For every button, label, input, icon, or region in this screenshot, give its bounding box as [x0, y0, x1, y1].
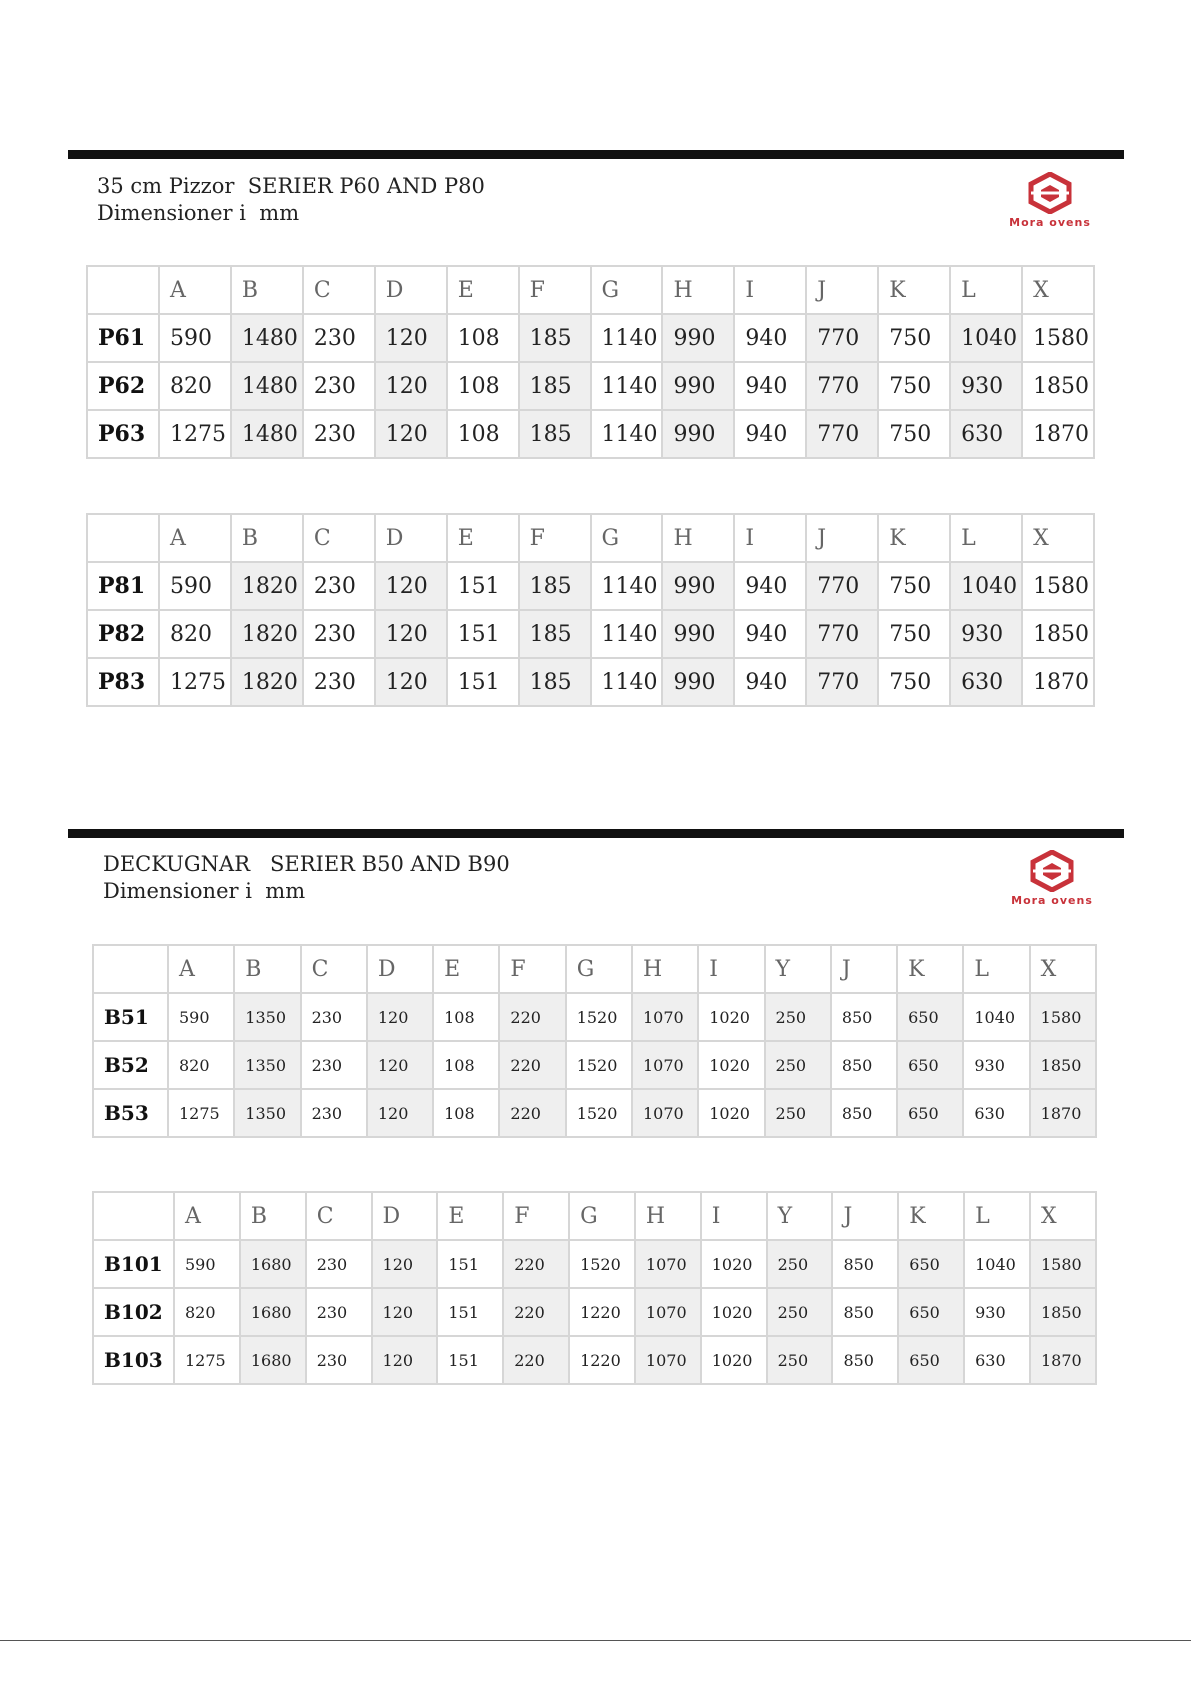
table-cell: 940	[734, 314, 806, 362]
column-header: C	[306, 1192, 372, 1240]
dimension-table-b90	[92, 1191, 1097, 1385]
table-cell: 230	[306, 1240, 372, 1288]
column-header: G	[591, 266, 663, 314]
table-cell: 220	[503, 1240, 569, 1288]
table-header-row	[87, 266, 1094, 314]
column-header: I	[734, 514, 806, 562]
table-cell: 1140	[591, 658, 663, 706]
table-cell: 1040	[963, 993, 1029, 1041]
table-cell: 1850	[1022, 362, 1094, 410]
header-corner-cell	[93, 1192, 174, 1240]
table-row	[93, 993, 1096, 1041]
table-cell: 1020	[698, 993, 764, 1041]
table-cell: 220	[499, 993, 565, 1041]
row-label: P82	[87, 610, 159, 658]
table-cell: 1820	[231, 562, 303, 610]
table-cell: 151	[447, 610, 519, 658]
table-cell: 1850	[1030, 1288, 1096, 1336]
dimension-table-p80	[86, 513, 1095, 707]
column-header: Y	[765, 945, 831, 993]
column-header: L	[964, 1192, 1030, 1240]
table-cell: 770	[806, 658, 878, 706]
table-cell: 750	[878, 410, 950, 458]
table-cell: 230	[301, 1089, 367, 1137]
table-cell: 250	[767, 1240, 833, 1288]
table-cell: 940	[734, 658, 806, 706]
table-cell: 590	[174, 1240, 240, 1288]
column-header: E	[447, 514, 519, 562]
column-header: G	[569, 1192, 635, 1240]
table-cell: 120	[367, 1041, 433, 1089]
header-corner-cell	[93, 945, 168, 993]
table-cell: 1070	[632, 1041, 698, 1089]
table-cell: 120	[375, 362, 447, 410]
column-header: B	[231, 514, 303, 562]
table-cell: 940	[734, 362, 806, 410]
column-header: B	[234, 945, 300, 993]
table-row	[87, 410, 1094, 458]
column-header: B	[231, 266, 303, 314]
row-label: B102	[93, 1288, 174, 1336]
table-cell: 820	[168, 1041, 234, 1089]
table-cell: 850	[832, 1336, 898, 1384]
table-cell: 108	[447, 314, 519, 362]
column-header: B	[240, 1192, 306, 1240]
table-cell: 1275	[159, 658, 231, 706]
table-cell: 151	[437, 1240, 503, 1288]
table-cell: 250	[767, 1336, 833, 1384]
header-corner-cell	[87, 514, 159, 562]
table-cell: 850	[832, 1288, 898, 1336]
table-cell: 230	[303, 410, 375, 458]
section-divider	[68, 829, 1124, 838]
row-label: P83	[87, 658, 159, 706]
table-cell: 930	[963, 1041, 1029, 1089]
table-cell: 230	[303, 362, 375, 410]
table-cell: 250	[765, 993, 831, 1041]
table-header-row	[87, 514, 1094, 562]
table-cell: 1520	[566, 1089, 632, 1137]
table-cell: 230	[306, 1288, 372, 1336]
table-cell: 990	[662, 362, 734, 410]
table-cell: 850	[831, 1041, 897, 1089]
table-cell: 230	[301, 993, 367, 1041]
brand-logo	[1007, 850, 1097, 907]
column-header: D	[375, 266, 447, 314]
table-cell: 120	[375, 410, 447, 458]
table-cell: 185	[519, 562, 591, 610]
table-cell: 108	[433, 1089, 499, 1137]
section-divider	[68, 150, 1124, 159]
table-cell: 185	[519, 410, 591, 458]
column-header: Y	[767, 1192, 833, 1240]
column-header: L	[950, 514, 1022, 562]
table-cell: 770	[806, 314, 878, 362]
column-header: E	[437, 1192, 503, 1240]
table-cell: 151	[447, 562, 519, 610]
table-cell: 1140	[591, 410, 663, 458]
table-row	[87, 658, 1094, 706]
column-header: X	[1030, 945, 1096, 993]
table-cell: 1040	[950, 314, 1022, 362]
section-title: 35 cm Pizzor SERIER P60 AND P80	[97, 174, 485, 198]
table-cell: 1350	[234, 1041, 300, 1089]
table-cell: 1140	[591, 362, 663, 410]
table-cell: 990	[662, 410, 734, 458]
table-row	[93, 1240, 1096, 1288]
table-cell: 1520	[566, 993, 632, 1041]
table-cell: 120	[367, 993, 433, 1041]
table-cell: 1350	[234, 1089, 300, 1137]
table-row	[93, 1336, 1096, 1384]
table-cell: 1040	[950, 562, 1022, 610]
column-header: L	[963, 945, 1029, 993]
table-cell: 1070	[635, 1240, 701, 1288]
table-cell: 250	[767, 1288, 833, 1336]
table-cell: 650	[897, 1041, 963, 1089]
table-cell: 820	[159, 610, 231, 658]
column-header: J	[831, 945, 897, 993]
column-header: C	[303, 514, 375, 562]
table-cell: 1275	[159, 410, 231, 458]
table-cell: 590	[159, 562, 231, 610]
table-cell: 990	[662, 562, 734, 610]
table-cell: 230	[301, 1041, 367, 1089]
table-cell: 1020	[701, 1336, 767, 1384]
table-cell: 250	[765, 1041, 831, 1089]
table-cell: 230	[303, 658, 375, 706]
table-cell: 1680	[240, 1288, 306, 1336]
row-label: P62	[87, 362, 159, 410]
page-footer-line	[0, 1640, 1191, 1641]
column-header: H	[632, 945, 698, 993]
table-cell: 590	[159, 314, 231, 362]
section-heading	[103, 851, 510, 905]
row-label: B51	[93, 993, 168, 1041]
table-cell: 750	[878, 610, 950, 658]
table-cell: 1020	[701, 1288, 767, 1336]
column-header: F	[519, 514, 591, 562]
row-label: P61	[87, 314, 159, 362]
table-cell: 850	[831, 1089, 897, 1137]
column-header: X	[1030, 1192, 1096, 1240]
table-cell: 1480	[231, 314, 303, 362]
table-cell: 1140	[591, 610, 663, 658]
table-cell: 120	[375, 562, 447, 610]
table-cell: 850	[831, 993, 897, 1041]
table-cell: 1870	[1022, 410, 1094, 458]
row-label: P81	[87, 562, 159, 610]
logo-text: Mora ovens	[1011, 894, 1093, 907]
column-header: J	[806, 266, 878, 314]
column-header: I	[734, 266, 806, 314]
table-cell: 1580	[1030, 993, 1096, 1041]
dimension-table-p60	[86, 265, 1095, 459]
table-row	[93, 1089, 1096, 1137]
table-cell: 230	[303, 562, 375, 610]
table-cell: 750	[878, 314, 950, 362]
table-cell: 590	[168, 993, 234, 1041]
table-cell: 1350	[234, 993, 300, 1041]
column-header: J	[806, 514, 878, 562]
table-cell: 1220	[569, 1288, 635, 1336]
table-cell: 1070	[632, 1089, 698, 1137]
table-cell: 1580	[1022, 314, 1094, 362]
table-cell: 1070	[632, 993, 698, 1041]
table-cell: 220	[503, 1288, 569, 1336]
column-header: D	[375, 514, 447, 562]
column-header: I	[698, 945, 764, 993]
table-cell: 1140	[591, 314, 663, 362]
table-cell: 185	[519, 362, 591, 410]
table-cell: 1820	[231, 658, 303, 706]
column-header: X	[1022, 514, 1094, 562]
column-header: C	[301, 945, 367, 993]
table-cell: 1850	[1030, 1041, 1096, 1089]
column-header: L	[950, 266, 1022, 314]
table-cell: 220	[499, 1089, 565, 1137]
row-label: P63	[87, 410, 159, 458]
row-label: B103	[93, 1336, 174, 1384]
column-header: J	[832, 1192, 898, 1240]
table-cell: 930	[950, 610, 1022, 658]
table-cell: 990	[662, 610, 734, 658]
table-cell: 650	[897, 993, 963, 1041]
table-cell: 820	[174, 1288, 240, 1336]
table-row	[87, 610, 1094, 658]
table-cell: 220	[503, 1336, 569, 1384]
table-cell: 1850	[1022, 610, 1094, 658]
column-header: G	[591, 514, 663, 562]
header-corner-cell	[87, 266, 159, 314]
column-header: E	[433, 945, 499, 993]
table-cell: 151	[437, 1288, 503, 1336]
table-row	[93, 1288, 1096, 1336]
table-cell: 940	[734, 562, 806, 610]
table-cell: 120	[375, 610, 447, 658]
column-header: K	[878, 514, 950, 562]
table-cell: 990	[662, 658, 734, 706]
table-cell: 1020	[698, 1089, 764, 1137]
table-cell: 770	[806, 610, 878, 658]
table-cell: 108	[447, 410, 519, 458]
table-cell: 1480	[231, 362, 303, 410]
table-cell: 750	[878, 658, 950, 706]
table-cell: 820	[159, 362, 231, 410]
column-header: H	[662, 514, 734, 562]
table-cell: 770	[806, 362, 878, 410]
table-row	[87, 362, 1094, 410]
table-cell: 750	[878, 362, 950, 410]
column-header: E	[447, 266, 519, 314]
table-cell: 850	[832, 1240, 898, 1288]
table-cell: 250	[765, 1089, 831, 1137]
table-cell: 108	[447, 362, 519, 410]
table-cell: 1870	[1030, 1089, 1096, 1137]
column-header: K	[897, 945, 963, 993]
brand-logo	[1005, 172, 1095, 229]
section-subtitle: Dimensioner i mm	[103, 879, 306, 903]
table-cell: 940	[734, 610, 806, 658]
table-cell: 770	[806, 410, 878, 458]
table-cell: 650	[898, 1288, 964, 1336]
table-cell: 650	[898, 1240, 964, 1288]
table-cell: 990	[662, 314, 734, 362]
table-cell: 185	[519, 610, 591, 658]
column-header: K	[878, 266, 950, 314]
column-header: A	[159, 514, 231, 562]
row-label: B53	[93, 1089, 168, 1137]
table-cell: 120	[375, 658, 447, 706]
column-header: F	[499, 945, 565, 993]
table-cell: 151	[437, 1336, 503, 1384]
table-cell: 1140	[591, 562, 663, 610]
table-cell: 1870	[1022, 658, 1094, 706]
column-header: A	[159, 266, 231, 314]
table-cell: 1520	[566, 1041, 632, 1089]
table-cell: 1580	[1030, 1240, 1096, 1288]
logo-icon	[1029, 850, 1075, 892]
table-cell: 120	[367, 1089, 433, 1137]
column-header: G	[566, 945, 632, 993]
table-cell: 1580	[1022, 562, 1094, 610]
column-header: A	[174, 1192, 240, 1240]
row-label: B52	[93, 1041, 168, 1089]
section-heading	[97, 173, 485, 227]
column-header: K	[898, 1192, 964, 1240]
table-cell: 185	[519, 314, 591, 362]
section-title: DECKUGNAR SERIER B50 AND B90	[103, 852, 510, 876]
column-header: F	[503, 1192, 569, 1240]
column-header: H	[635, 1192, 701, 1240]
table-cell: 230	[303, 314, 375, 362]
column-header: X	[1022, 266, 1094, 314]
table-cell: 630	[964, 1336, 1030, 1384]
table-cell: 108	[433, 1041, 499, 1089]
table-cell: 230	[303, 610, 375, 658]
table-cell: 1275	[168, 1089, 234, 1137]
table-cell: 1480	[231, 410, 303, 458]
table-cell: 1040	[964, 1240, 1030, 1288]
table-cell: 650	[897, 1089, 963, 1137]
column-header: D	[367, 945, 433, 993]
table-cell: 630	[963, 1089, 1029, 1137]
column-header: F	[519, 266, 591, 314]
logo-text: Mora ovens	[1009, 216, 1091, 229]
table-cell: 1520	[569, 1240, 635, 1288]
table-cell: 120	[372, 1288, 438, 1336]
table-cell: 1220	[569, 1336, 635, 1384]
column-header: I	[701, 1192, 767, 1240]
table-cell: 770	[806, 562, 878, 610]
table-cell: 108	[433, 993, 499, 1041]
table-cell: 1020	[698, 1041, 764, 1089]
table-cell: 120	[372, 1240, 438, 1288]
table-cell: 1820	[231, 610, 303, 658]
table-cell: 1070	[635, 1336, 701, 1384]
table-cell: 151	[447, 658, 519, 706]
column-header: H	[662, 266, 734, 314]
table-cell: 185	[519, 658, 591, 706]
section-subtitle: Dimensioner i mm	[97, 201, 300, 225]
table-row	[87, 314, 1094, 362]
table-cell: 750	[878, 562, 950, 610]
column-header: A	[168, 945, 234, 993]
table-header-row	[93, 1192, 1096, 1240]
table-cell: 1275	[174, 1336, 240, 1384]
table-cell: 1070	[635, 1288, 701, 1336]
table-cell: 1020	[701, 1240, 767, 1288]
column-header: C	[303, 266, 375, 314]
table-cell: 930	[950, 362, 1022, 410]
row-label: B101	[93, 1240, 174, 1288]
dimension-table-b50	[92, 944, 1097, 1138]
table-cell: 930	[964, 1288, 1030, 1336]
table-cell: 630	[950, 658, 1022, 706]
table-cell: 1870	[1030, 1336, 1096, 1384]
table-cell: 630	[950, 410, 1022, 458]
table-cell: 650	[898, 1336, 964, 1384]
table-cell: 940	[734, 410, 806, 458]
column-header: D	[372, 1192, 438, 1240]
table-row	[93, 1041, 1096, 1089]
table-cell: 1680	[240, 1240, 306, 1288]
table-cell: 1680	[240, 1336, 306, 1384]
table-cell: 120	[375, 314, 447, 362]
table-header-row	[93, 945, 1096, 993]
table-row	[87, 562, 1094, 610]
table-cell: 220	[499, 1041, 565, 1089]
logo-icon	[1027, 172, 1073, 214]
table-cell: 120	[372, 1336, 438, 1384]
table-cell: 230	[306, 1336, 372, 1384]
